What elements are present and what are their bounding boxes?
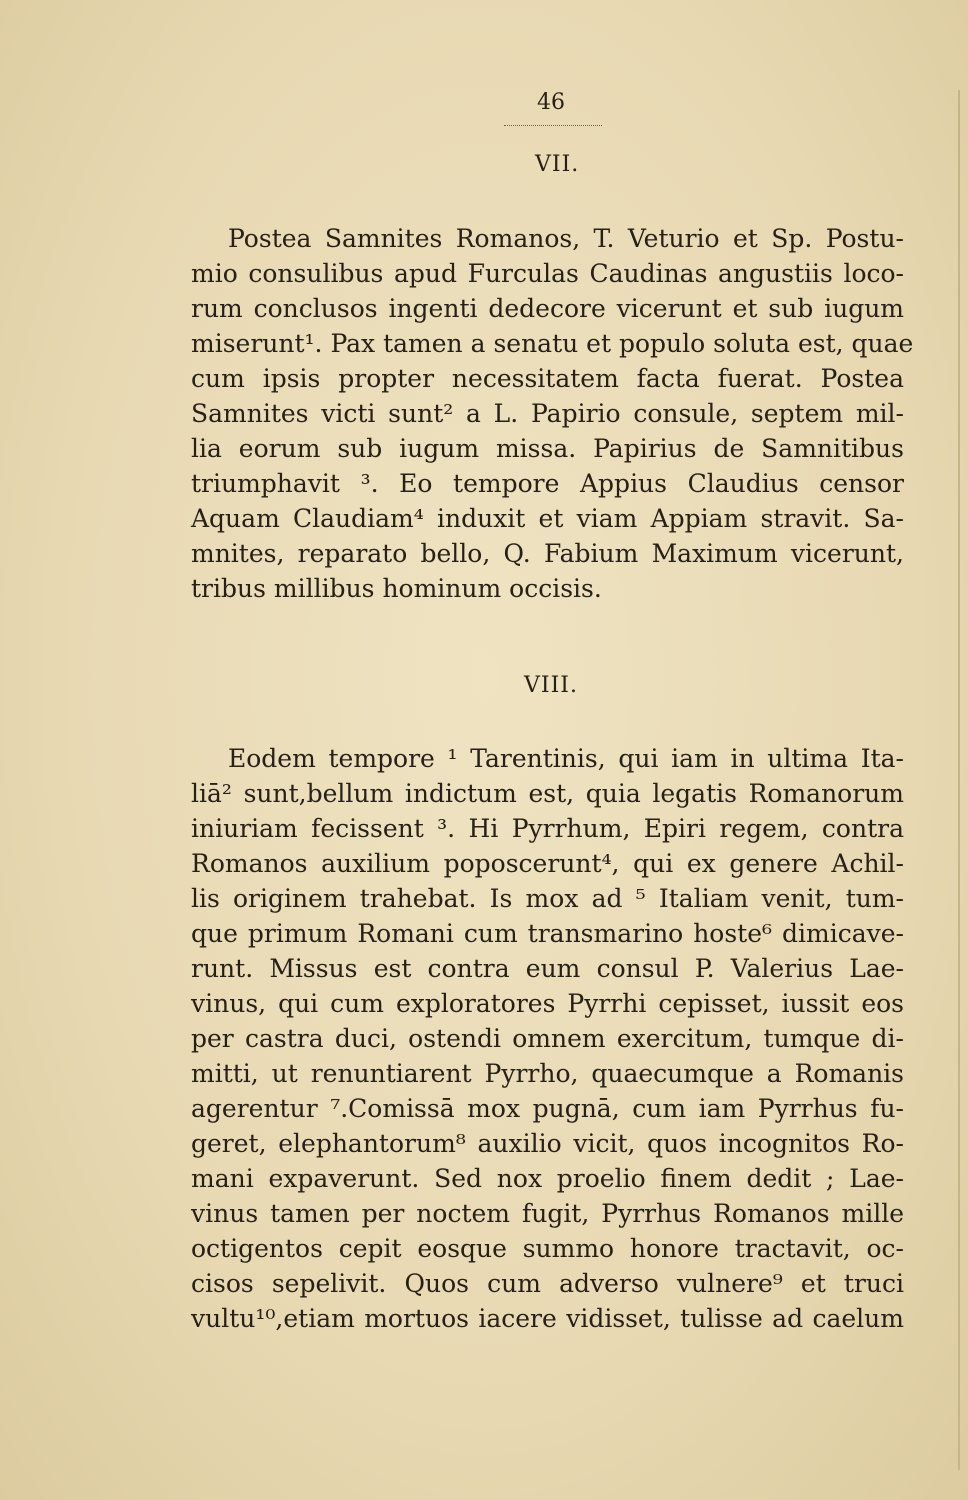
text-line: cum ipsis propter necessitatem facta fuerat. Postea [191, 364, 904, 393]
text-line: vinus tamen per noctem fugit, Pyrrhus Romanos mille [191, 1199, 904, 1228]
text-line: vinus, qui cum exploratores Pyrrhi cepisset, iussit eos [191, 989, 904, 1018]
text-line: Postea Samnites Romanos, T. Veturio et Sp. Postu- [228, 224, 904, 253]
text-line: mnites, reparato bello, Q. Fabium Maximum vicerunt, [191, 539, 904, 568]
text-line: mani expaverunt. Sed nox proelio finem dedit ; Lae- [191, 1164, 904, 1193]
text-line: Eodem tempore ¹ Tarentinis, qui iam in ultima Ita- [228, 744, 904, 773]
text-line: per castra duci, ostendi omnem exercitum, tumque di- [191, 1024, 904, 1053]
page-edge [958, 90, 960, 1470]
text-line: que primum Romani cum transmarino hoste⁶ dimicave- [191, 919, 904, 948]
text-line: liā² sunt,bellum indictum est, quia legatis Romanorum [191, 779, 904, 808]
text-line: rum conclusos ingenti dedecore vicerunt et sub iugum [191, 294, 904, 323]
text-line: vultu¹⁰,etiam mortuos iacere vidisset, tulisse ad caelum [191, 1304, 904, 1333]
text-line: cisos sepelivit. Quos cum adverso vulnere⁹ et truci [191, 1269, 904, 1298]
text-line: mitti, ut renuntiarent Pyrrho, quaecumque a Romanis [191, 1059, 904, 1088]
text-line: lis originem trahebat. Is mox ad ⁵ Italiam venit, tum- [191, 884, 904, 913]
text-line: miserunt¹. Pax tamen a senatu et populo soluta est, quae [191, 329, 914, 358]
text-line: tribus millibus hominum occisis. [191, 574, 602, 603]
text-line: geret, elephantorum⁸ auxilio vicit, quos incognitos Ro- [191, 1129, 904, 1158]
text-line: octigentos cepit eosque summo honore tractavit, oc- [191, 1234, 904, 1263]
section-heading-viii: VIII. [524, 673, 578, 698]
page-number: 46 [537, 90, 565, 115]
text-line: lia eorum sub iugum missa. Papirius de Samnitibus [191, 434, 904, 463]
text-line: iniuriam fecissent ³. Hi Pyrrhum, Epiri regem, contra [191, 814, 904, 843]
text-line: Romanos auxilium poposcerunt⁴, qui ex genere Achil- [191, 849, 904, 878]
text-line: Aquam Claudiam⁴ induxit et viam Appiam stravit. Sa- [191, 504, 904, 533]
text-line: mio consulibus apud Furculas Caudinas angustiis loco- [191, 259, 904, 288]
section-heading-vii: VII. [535, 152, 580, 177]
text-line: agerentur ⁷.Comissā mox pugnā, cum iam Pyrrhus fu- [191, 1094, 904, 1123]
text-line: triumphavit ³. Eo tempore Appius Claudius censor [191, 469, 904, 498]
text-line: Samnites victi sunt² a L. Papirio consule, septem mil- [191, 399, 904, 428]
page-number-rule [504, 125, 602, 126]
text-line: runt. Missus est contra eum consul P. Valerius Lae- [191, 954, 904, 983]
